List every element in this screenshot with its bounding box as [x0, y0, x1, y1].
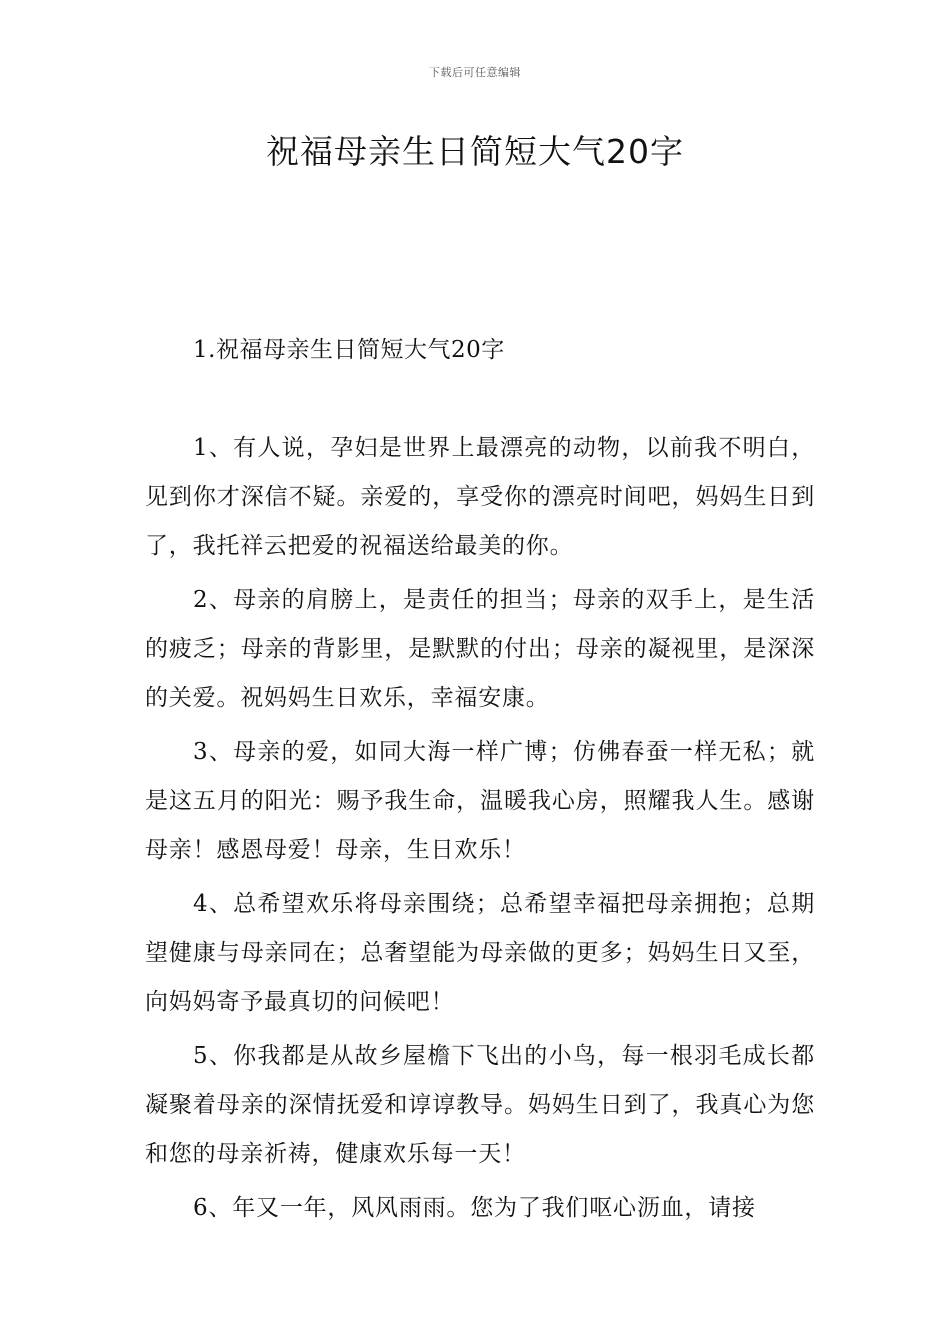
paragraph-5: 5、你我都是从故乡屋檐下飞出的小鸟，每一根羽毛成长都凝聚着母亲的深情抚爱和谆谆教导。妈妈生日到了，我真心为您和您的母亲祈祷，健康欢乐每一天！ [145, 1043, 815, 1167]
page-title: 祝福母亲生日简短大气20字 [266, 132, 684, 171]
header-note: 下载后可任意编辑 [429, 66, 521, 79]
paragraph-2: 2、母亲的肩膀上，是责任的担当；母亲的双手上，是生活的疲乏；母亲的背影里，是默默的付出；母亲的凝视里，是深深的关爱。祝妈妈生日欢乐，幸福安康。 [145, 587, 815, 711]
section-heading: 1.祝福母亲生日简短大气20字 [193, 337, 505, 363]
paragraph-3: 3、母亲的爱，如同大海一样广博；仿佛春蚕一样无私；就是这五月的阳光：赐予我生命，温暖我心房，照耀我人生。感谢母亲！感恩母爱！母亲，生日欢乐！ [145, 739, 815, 863]
document-body [145, 326, 815, 1233]
paragraph-6: 6、年又一年，风风雨雨。您为了我们呕心沥血，请接 [193, 1195, 756, 1221]
paragraph-1: 1、有人说，孕妇是世界上最漂亮的动物，以前我不明白，见到你才深信不疑。亲爱的，享受你的漂亮时间吧，妈妈生日到了，我托祥云把爱的祝福送给最美的你。 [145, 435, 815, 559]
paragraph-4: 4、总希望欢乐将母亲围绕；总希望幸福把母亲拥抱；总期望健康与母亲同在；总奢望能为母亲做的更多；妈妈生日又至，向妈妈寄予最真切的问候吧！ [145, 891, 815, 1015]
